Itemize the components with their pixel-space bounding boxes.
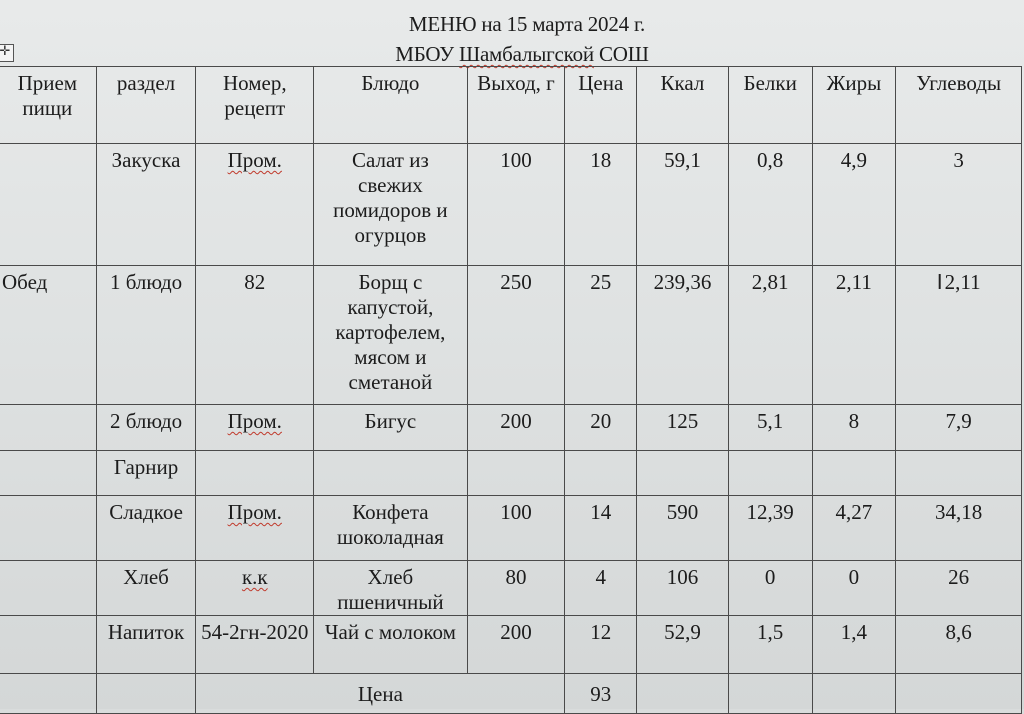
kcal-cell: 106 [637, 561, 729, 616]
protein-cell: 2,81 [728, 266, 812, 405]
school-prefix: МБОУ [395, 42, 459, 66]
meal-cell [0, 451, 96, 496]
header-row [0, 67, 1022, 144]
header-kcal: Ккал [637, 67, 729, 144]
section-cell: Напиток [96, 616, 196, 674]
header-meal: Прием пищи [0, 67, 96, 144]
menu-title: МЕНЮ на 15 марта 2024 г. [408, 12, 646, 36]
weight-cell: 100 [467, 496, 565, 561]
dish-cell [314, 451, 468, 496]
kcal-cell: 59,1 [637, 144, 729, 266]
dish-cell: Хлеб пшеничный [314, 561, 468, 616]
carbs-cell: 34,18 [896, 496, 1022, 561]
section-cell: Сладкое [96, 496, 196, 561]
recipe-cell: Пром. [196, 496, 314, 561]
kcal-cell: 239,36 [637, 266, 729, 405]
header-section: раздел [96, 67, 196, 144]
empty-cell [637, 674, 729, 714]
fat-cell: 0 [812, 561, 896, 616]
header-price: Цена [565, 67, 637, 144]
recipe-cell: 54-2гн-2020 [196, 616, 314, 674]
fat-cell: 4,9 [812, 144, 896, 266]
dish-cell: Борщ с капустой, картофелем, мясом и сметаной [314, 266, 468, 405]
protein-cell: 1,5 [728, 616, 812, 674]
menu-table [0, 66, 1022, 714]
price-cell [565, 451, 637, 496]
fat-cell: 2,11 [812, 266, 896, 405]
fat-cell: 1,4 [812, 616, 896, 674]
school-suffix: СОШ [593, 42, 649, 66]
table-row [0, 266, 1022, 405]
header-recipe: Номер, рецепт [196, 67, 314, 144]
carbs-cell: 8,6 [896, 616, 1022, 674]
header-dish: Блюдо [314, 67, 468, 144]
price-cell: 18 [565, 144, 637, 266]
protein-cell: 0 [728, 561, 812, 616]
dish-cell: Конфета шоколадная [314, 496, 468, 561]
total-label: Цена [196, 674, 565, 714]
table-row [0, 451, 1022, 496]
carbs-cell: 7,9 [896, 405, 1022, 451]
section-cell: 2 блюдо [96, 405, 196, 451]
dish-cell: Салат из свежих помидоров и огурцов [314, 144, 468, 266]
total-price: 93 [565, 674, 637, 714]
recipe-cell: Пром. [196, 405, 314, 451]
empty-cell [0, 674, 96, 714]
table-row [0, 496, 1022, 561]
carbs-cell: 26 [896, 561, 1022, 616]
header-fat: Жиры [812, 67, 896, 144]
weight-cell: 100 [467, 144, 565, 266]
protein-cell [728, 451, 812, 496]
price-cell: 20 [565, 405, 637, 451]
kcal-cell [637, 451, 729, 496]
recipe-cell: Пром. [196, 144, 314, 266]
price-cell: 4 [565, 561, 637, 616]
empty-cell [812, 674, 896, 714]
weight-cell [467, 451, 565, 496]
recipe-cell: к.к [196, 561, 314, 616]
table-row [0, 561, 1022, 616]
carbs-cell [896, 451, 1022, 496]
table-row [0, 144, 1022, 266]
fat-cell [812, 451, 896, 496]
section-cell: Хлеб [96, 561, 196, 616]
carbs-cell: 3 [896, 144, 1022, 266]
price-cell: 25 [565, 266, 637, 405]
meal-cell [0, 616, 96, 674]
section-cell: Гарнир [96, 451, 196, 496]
header-carbs: Углеводы [896, 67, 1022, 144]
empty-cell [96, 674, 196, 714]
header-protein: Белки [728, 67, 812, 144]
table-row [0, 405, 1022, 451]
meal-cell [0, 144, 96, 266]
carbs-cell[interactable] [896, 266, 1022, 405]
fat-cell: 4,27 [812, 496, 896, 561]
table-row [0, 616, 1022, 674]
weight-cell: 80 [467, 561, 565, 616]
kcal-cell: 590 [637, 496, 729, 561]
protein-cell: 12,39 [728, 496, 812, 561]
meal-cell [0, 405, 96, 451]
carbs-value: 2,11 [944, 270, 981, 294]
section-cell: Закуска [96, 144, 196, 266]
kcal-cell: 125 [637, 405, 729, 451]
meal-cell [0, 496, 96, 561]
school-name [0, 42, 1024, 67]
text-cursor-icon: I [936, 270, 943, 294]
section-cell: 1 блюдо [96, 266, 196, 405]
header-weight: Выход, г [467, 67, 565, 144]
school-name-spellcheck: Шамбалыгской [458, 42, 594, 66]
weight-cell: 200 [467, 616, 565, 674]
price-cell: 14 [565, 496, 637, 561]
recipe-cell: 82 [196, 266, 314, 405]
dish-cell: Чай с молоком [314, 616, 468, 674]
kcal-cell: 52,9 [637, 616, 729, 674]
recipe-cell [196, 451, 314, 496]
protein-cell: 5,1 [728, 405, 812, 451]
price-cell: 12 [565, 616, 637, 674]
fat-cell: 8 [812, 405, 896, 451]
meal-cell: Обед [0, 266, 96, 405]
empty-cell [896, 674, 1022, 714]
weight-cell: 250 [467, 266, 565, 405]
table-move-handle-icon[interactable]: ✛ [0, 44, 14, 62]
total-row [0, 674, 1022, 714]
meal-cell [0, 561, 96, 616]
dish-cell: Бигус [314, 405, 468, 451]
empty-cell [728, 674, 812, 714]
weight-cell: 200 [467, 405, 565, 451]
protein-cell: 0,8 [728, 144, 812, 266]
